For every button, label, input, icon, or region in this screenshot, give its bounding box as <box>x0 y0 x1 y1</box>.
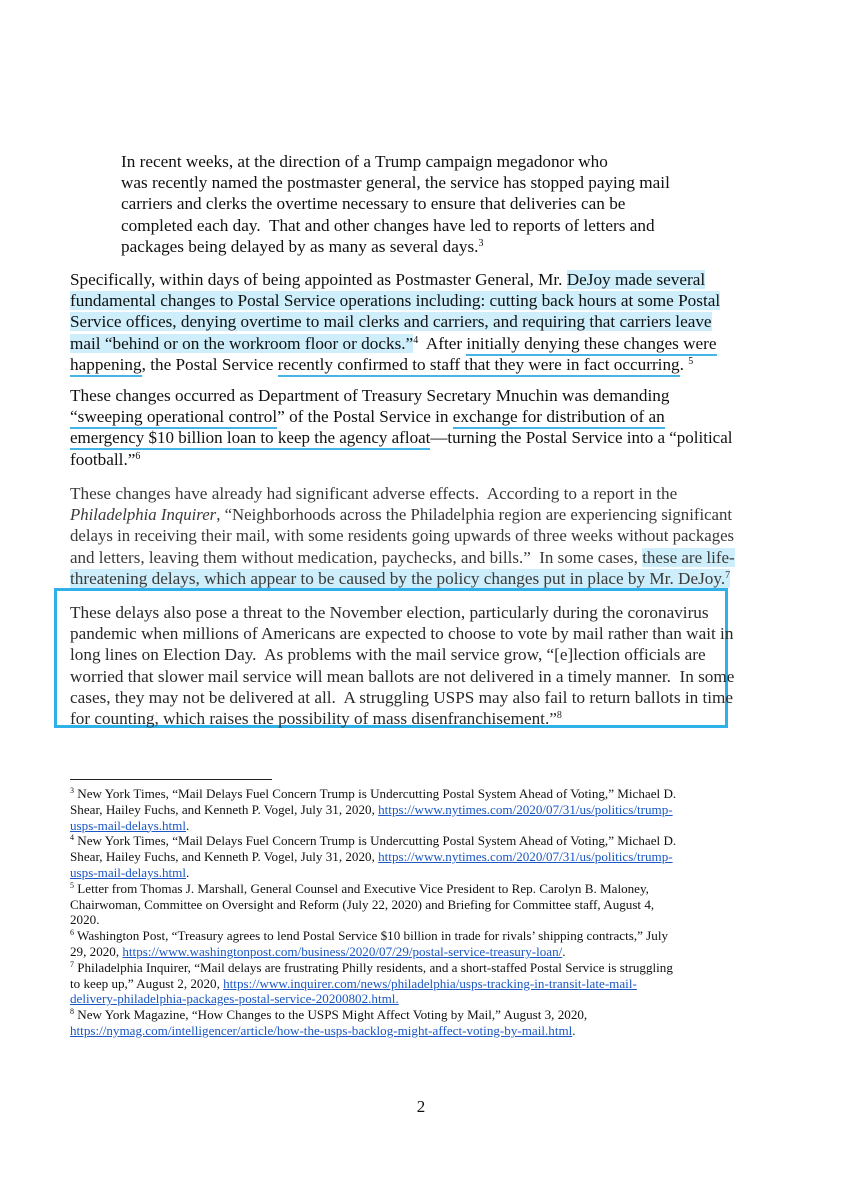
paragraph-line: Specifically, within days of being appointed as Postmaster General, Mr. DeJoy made several <box>70 270 706 289</box>
footnote-link[interactable]: usps-mail-delays.html <box>70 864 187 880</box>
paragraph-line: mail “behind or on the workroom floor or docks.”$^4$ After initially denying these changes were <box>70 333 738 354</box>
publication-title: Philadelphia Inquirer <box>70 505 217 525</box>
underlined-text: happening <box>70 355 142 377</box>
paragraph-line: happening, the Postal Service recently confirmed to staff that they were in fact occurring. $^5$ <box>70 354 738 375</box>
highlighted-text: these are life- <box>642 547 735 567</box>
highlighted-text: threatening delays, which appear to be caused by the policy changes put in place by Mr. DeJoy.$^7$ <box>70 568 731 588</box>
footnote-7: $^7$ Philadelphia Inquirer, “Mail delays are frustrating Philly residents, and a short-staffed Postal Service is struggling to keep up,” August 2, 2020, https://www.inquirer.com/news/philadelphia/usps-tracking-in-transit-late-mail- delivery-philadelphia-packages-postal-service-20200802.html. <box>70 959 673 1007</box>
paragraph-dejoy-changes <box>70 269 738 375</box>
quote-line: In recent weeks, at the direction of a Trump campaign megadonor who <box>121 152 608 171</box>
paragraph-line: cases, they may not be delivered at all. A struggling USPS may also fail to return ballots in time <box>70 687 734 707</box>
footnote-ref-5[interactable]: 5 <box>688 355 694 367</box>
paragraph-line: “sweeping operational control” of the Postal Service in exchange for distribution of an <box>70 406 738 427</box>
underlined-text: initially denying these changes were <box>466 334 716 356</box>
footnote-5: $^5$ Letter from Thomas J. Marshall, General Counsel and Executive Vice President to Rep. Carolyn B. Maloney, Chairwoman, Committee on Oversight and Reform (July 22, 2020) and Briefing for Committee staff, August 4, 2020. <box>70 880 655 928</box>
paragraph-election-threat <box>70 602 738 729</box>
paragraph-adverse-effects <box>70 483 738 589</box>
paragraph-line <box>70 290 738 311</box>
paragraph-line: Philadelphia Inquirer, “Neighborhoods across the Philadelphia region are experiencing significant <box>70 505 733 525</box>
footnote-ref-4[interactable]: 4 <box>413 334 419 346</box>
paragraph-line: long lines on Election Day. As problems with the mail service grow, “[e]lection officials are <box>70 645 706 665</box>
paragraph-line <box>70 568 738 589</box>
paragraph-line: emergency $10 billion loan to keep the agency afloat—turning the Postal Service into a “political <box>70 427 738 448</box>
underlined-text: recently confirmed to staff that they were in fact occurring <box>278 355 680 377</box>
block-quote <box>121 151 681 257</box>
footnote-separator <box>70 779 272 780</box>
paragraph-mnuchin <box>70 385 738 470</box>
quote-line: packages being delayed by as many as several days.$^3$ <box>121 236 484 256</box>
quote-line: completed each day. That and other changes have led to reports of letters and <box>121 215 655 235</box>
footnote-link[interactable]: https://www.nytimes.com/2020/07/31/us/politics/trump- <box>378 849 673 865</box>
underlined-text: “sweeping operational control <box>70 407 277 429</box>
paragraph-line: and letters, leaving them without medication, paychecks, and bills.” In some cases, these are life- <box>70 547 735 567</box>
highlighted-text: mail “behind or on the workroom floor or docks.” <box>70 333 414 353</box>
footnote-link[interactable]: https://www.inquirer.com/news/philadelphia/usps-tracking-in-transit-late-mail- <box>223 975 637 991</box>
footnote-8: $^8$ New York Magazine, “How Changes to the USPS Might Affect Voting by Mail,” August 3, 2020, https://nymag.com/intelligencer/article/how-the-usps-backlog-might-affect-voting-by-mail.html. <box>70 1007 588 1038</box>
paragraph-line: football.”$^6$ <box>70 449 141 469</box>
footnote-link[interactable]: https://www.nytimes.com/2020/07/31/us/politics/trump- <box>378 801 673 817</box>
highlighted-text: DeJoy made several <box>566 270 706 289</box>
footnotes <box>70 786 750 1039</box>
paragraph-line: pandemic when millions of Americans are expected to choose to vote by mail rather than wait in <box>70 624 734 644</box>
paragraph-line: delays in receiving their mail, with some residents going upwards of three weeks without packages <box>70 526 735 546</box>
quote-line: carriers and clerks the overtime necessary to ensure that deliveries can be <box>121 194 626 214</box>
footnote-ref-3[interactable]: 3 <box>478 237 484 249</box>
highlighted-text: fundamental changes to Postal Service operations including: cutting back hours at some Postal <box>70 291 721 311</box>
paragraph-line: These changes occurred as Department of Treasury Secretary Mnuchin was demanding <box>70 386 670 405</box>
quote-line: was recently named the postmaster general, the service has stopped paying mail <box>121 173 670 193</box>
paragraph-line: These delays also pose a threat to the November election, particularly during the coronavirus <box>70 603 709 622</box>
footnote-link[interactable]: usps-mail-delays.html <box>70 817 187 833</box>
paragraph-line: These changes have already had significant adverse effects. According to a report in the <box>70 484 678 503</box>
footnote-link[interactable]: https://www.washingtonpost.com/business/2020/07/29/postal-service-treasury-loan/ <box>122 943 563 959</box>
highlighted-text: Service offices, denying overtime to mail clerks and carriers, and requiring that carriers leave <box>70 312 712 332</box>
footnote-link[interactable]: https://nymag.com/intelligencer/article/how-the-usps-backlog-might-affect-voting-by-mail.html <box>70 1022 573 1038</box>
footnote-6: $^6$ Washington Post, “Treasury agrees to lend Postal Service $10 billion in trade for rivals’ shipping contracts,” July 29, 2020, https://www.washingtonpost.com/business/2020/07/29/postal-service-treasury-loan/. <box>70 928 669 959</box>
paragraph-line: for counting, which raises the possibility of mass disenfranchisement.”$^8$ <box>70 709 562 729</box>
footnote-ref-8[interactable]: 8 <box>556 710 562 722</box>
footnote-3: $^3$ New York Times, “Mail Delays Fuel Concern Trump is Undercutting Postal System Ahead of Voting,” Michael D. Shear, Hailey Fuchs, and Kenneth P. Vogel, July 31, 2020, https://www.nytimes.com/2020/07/31/us/politics/trump- usps-mail-delays.html. <box>70 786 677 833</box>
footnote-link[interactable]: delivery-philadelphia-packages-postal-service-20200802.html. <box>70 991 399 1007</box>
footnote-ref-7[interactable]: 7 <box>725 569 731 581</box>
paragraph-line <box>70 311 738 332</box>
paragraph-line: worried that slower mail service will mean ballots are not delivered in a timely manner. In some <box>70 666 735 686</box>
footnote-4: $^4$ New York Times, “Mail Delays Fuel Concern Trump is Undercutting Postal System Ahead of Voting,” Michael D. Shear, Hailey Fuchs, and Kenneth P. Vogel, July 31, 2020, https://www.nytimes.com/2020/07/31/us/politics/trump- usps-mail-delays.html. <box>70 833 677 880</box>
footnote-ref-6[interactable]: 6 <box>135 450 141 462</box>
underlined-text: emergency $10 billion loan to keep the agency afloat <box>70 428 430 450</box>
page-number: 2 <box>416 1097 426 1116</box>
underlined-text: exchange for distribution of an <box>453 407 665 429</box>
